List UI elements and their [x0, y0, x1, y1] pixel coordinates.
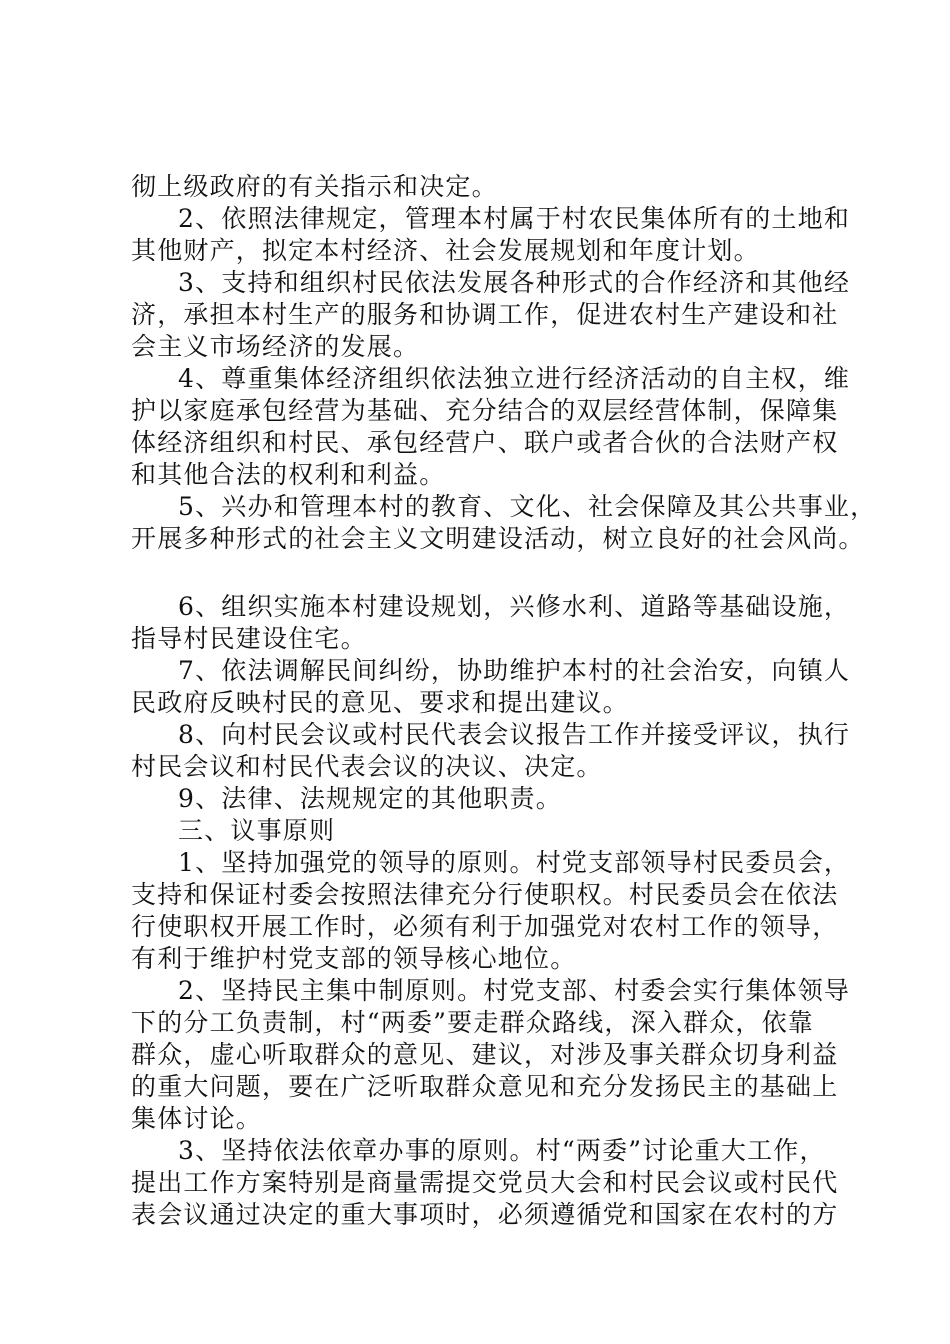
text-line: 下的分工负责制，村“两委”要走群众路线，深入群众，依靠 [131, 1008, 814, 1037]
text-line: 7、依法调解民间纠纷，协助维护本村的社会治安，向镇人 [178, 656, 851, 685]
text-line: 5、兴办和管理本村的教育、文化、社会保障及其公共事业， [178, 492, 877, 521]
text-line: 提出工作方案特别是商量需提交党员大会和村民会议或村民代 [131, 1168, 839, 1197]
text-line: 1、坚持加强党的领导的原则。村党支部领导村民委员会， [178, 848, 851, 877]
text-line: 2、坚持民主集中制原则。村党支部、村委会实行集体领导 [178, 976, 851, 1005]
text-line: 开展多种形式的社会主义文明建设活动，树立良好的社会风尚。 [131, 524, 865, 553]
text-line: 彻上级政府的有关指示和决定。 [131, 172, 498, 201]
text-line: 2、依照法律规定，管理本村属于村农民集体所有的土地和 [178, 204, 851, 233]
text-line: 集体讨论。 [131, 1104, 263, 1133]
text-line: 指导村民建设住宅。 [131, 624, 367, 653]
text-line: 6、组织实施本村建设规划，兴修水利、道路等基础设施， [178, 592, 851, 621]
section-heading: 三、议事原则 [178, 816, 336, 845]
text-line: 行使职权开展工作时，必须有利于加强党对农村工作的领导， [131, 912, 839, 941]
text-line: 3、坚持依法依章办事的原则。村“两委”讨论重大工作， [178, 1136, 826, 1165]
paragraph-gap [131, 555, 831, 591]
text-line: 群众，虚心听取群众的意见、建议，对涉及事关群众切身利益 [131, 1040, 839, 1069]
text-line: 表会议通过决定的重大事项时，必须遵循党和国家在农村的方 [131, 1200, 839, 1229]
text-line: 村民会议和村民代表会议的决议、决定。 [131, 752, 603, 781]
text-line: 4、尊重集体经济组织依法独立进行经济活动的自主权，维 [178, 364, 851, 393]
text-line: 9、法律、法规规定的其他职责。 [178, 784, 562, 813]
text-line: 有利于维护村党支部的领导核心地位。 [131, 944, 577, 973]
text-line: 3、支持和组织村民依法发展各种形式的合作经济和其他经 [178, 268, 851, 297]
text-line: 其他财产，拟定本村经济、社会发展规划和年度计划。 [131, 236, 760, 265]
text-line: 济，承担本村生产的服务和协调工作，促进农村生产建设和社 [131, 300, 839, 329]
document-body [131, 171, 877, 1231]
text-line: 会主义市场经济的发展。 [131, 332, 420, 361]
text-line: 护以家庭承包经营为基础、充分结合的双层经营体制，保障集 [131, 396, 839, 425]
text-line: 民政府反映村民的意见、要求和提出建议。 [131, 688, 629, 717]
text-line: 8、向村民会议或村民代表会议报告工作并接受评议，执行 [178, 720, 851, 749]
text-line: 支持和保证村委会按照法律充分行使职权。村民委员会在依法 [131, 880, 839, 909]
text-line: 体经济组织和村民、承包经营户、联户或者合伙的合法财产权 [131, 428, 839, 457]
text-line: 和其他合法的权利和利益。 [131, 460, 446, 489]
text-line: 的重大问题，要在广泛听取群众意见和充分发扬民主的基础上 [131, 1072, 839, 1101]
